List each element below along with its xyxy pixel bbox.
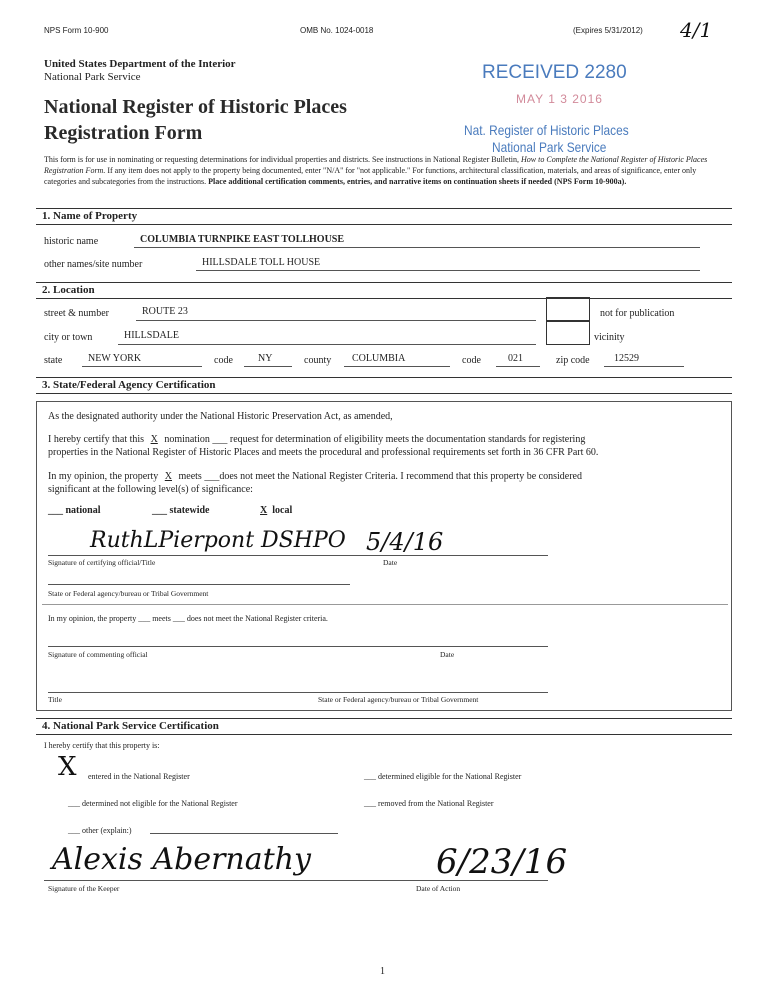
- form-title: [44, 94, 347, 146]
- intro-text-a: This form is for use in nominating or requesting determinations for individual properties and districts. See instructions in National Register Bulletin,: [44, 155, 522, 164]
- opinion-2: In my opinion, the property ___ meets ___ does not meet the National Register criteria.: [48, 614, 328, 623]
- state-line: [82, 366, 202, 367]
- street-label: street & number: [44, 308, 109, 319]
- other-explain-line: [150, 833, 338, 834]
- meets-mark: X: [164, 471, 172, 482]
- street-value: ROUTE 23: [142, 306, 188, 317]
- certify-line-1: [48, 433, 585, 446]
- keeper-signature-label: Signature of the Keeper: [48, 884, 120, 893]
- other-names-value: HILLSDALE TOLL HOUSE: [202, 257, 321, 268]
- certify-line-2: properties in the National Register of Historic Places and meets the procedural and professional requirements set forth in 36 CFR Part 60.: [48, 447, 599, 458]
- section-1-heading: 1. Name of Property: [36, 208, 732, 225]
- zip-value: 12529: [614, 353, 639, 364]
- intro-text-c: If any item does not apply to the property being documented, enter "N/A" for "not applicable." For functions, architectural classification, materials, and areas of significance, enter only categories and subcategories from the instructions.: [44, 166, 697, 186]
- agency-2-label: State or Federal agency/bureau or Tribal Government: [318, 695, 479, 704]
- local-mark: X: [260, 505, 268, 516]
- entered-mark: X: [58, 752, 77, 782]
- intro-text-b: How to Complete the National Register of Historic Places Registration Form.: [44, 155, 708, 175]
- historic-name-value: COLUMBIA TURNPIKE EAST TOLLHOUSE: [140, 234, 345, 245]
- state-value: NEW YORK: [88, 353, 142, 364]
- title-label: Title: [48, 695, 62, 704]
- historic-name-label: historic name: [44, 236, 99, 247]
- not-for-publication-checkbox[interactable]: [546, 297, 590, 321]
- certify-text-a: I hereby certify that this: [48, 434, 147, 445]
- corner-note: 4/1: [680, 18, 713, 42]
- opinion-text-a: In my opinion, the property: [48, 471, 161, 482]
- level-statewide: ___ statewide: [152, 505, 210, 516]
- agency-line: [48, 584, 350, 585]
- keeper-signature-line: [44, 880, 548, 881]
- determined-not-eligible: ___ determined not eligible for the National Register: [68, 799, 238, 808]
- authority-statement: As the designated authority under the National Historic Preservation Act, as amended,: [48, 411, 393, 422]
- department-name: United States Department of the Interior: [44, 58, 236, 70]
- section-2-heading: 2. Location: [36, 282, 732, 299]
- certifying-signature-line: [48, 555, 548, 556]
- certify-text-b: nomination ___ request for determination of eligibility meets the documentation standards for registering: [161, 434, 586, 445]
- local-label: local: [272, 505, 293, 516]
- title-line-1: National Register of Historic Places: [44, 96, 347, 118]
- other-names-line: [196, 270, 700, 271]
- not-for-publication-label: not for publication: [600, 308, 675, 319]
- entered-in-register: entered in the National Register: [88, 772, 190, 781]
- date-of-action-label: Date of Action: [416, 884, 461, 893]
- opinion-line-1: [48, 470, 582, 483]
- agency-label: State or Federal agency/bureau or Tribal Government: [48, 589, 209, 598]
- state-code-label: code: [214, 355, 233, 366]
- register-stamp: Nat. Register of Historic Places: [464, 122, 629, 138]
- nomination-mark: X: [150, 434, 158, 445]
- commenting-official-label: Signature of commenting official: [48, 650, 148, 659]
- intro-text-d: Place additional certification comments, entries, and narrative items on continuation sheets if needed (NPS Form 10-900a).: [208, 177, 627, 186]
- keeper-signature: Alexis Abernathy: [52, 842, 311, 877]
- received-date-stamp: MAY 1 3 2016: [516, 92, 603, 106]
- level-local: [255, 504, 292, 517]
- agency-block: [44, 58, 236, 84]
- keeper-date: 6/23/16: [436, 842, 568, 882]
- removed-from-register: ___ removed from the National Register: [364, 799, 494, 808]
- zip-label: zip code: [556, 355, 590, 366]
- zip-line: [604, 366, 684, 367]
- county-line: [344, 366, 450, 367]
- historic-name-line: [134, 247, 700, 248]
- certifying-signature: RuthLPierpont DSHPO: [90, 528, 346, 553]
- opinion-line-2: significant at the following level(s) of significance:: [48, 484, 253, 495]
- other-explain: ___ other (explain:): [68, 826, 132, 835]
- street-line: [136, 320, 536, 321]
- state-label: state: [44, 355, 63, 366]
- opinion-text-b: meets ___does not meet the National Register Criteria. I recommend that this property be considered: [176, 471, 582, 482]
- service-name: National Park Service: [44, 71, 141, 83]
- certifying-signature-date: 5/4/16: [366, 528, 444, 556]
- page-number: 1: [380, 966, 385, 977]
- certifying-official-label: Signature of certifying official/Title: [48, 558, 156, 567]
- state-code-value: NY: [258, 353, 273, 364]
- level-national: ___ national: [48, 505, 101, 516]
- county-code-label: code: [462, 355, 481, 366]
- vicinity-checkbox[interactable]: [546, 321, 590, 345]
- commenting-date-label: Date: [440, 650, 455, 659]
- county-code-value: 021: [508, 353, 523, 364]
- county-code-line: [496, 366, 540, 367]
- state-code-line: [244, 366, 292, 367]
- section-4-heading: 4. National Park Service Certification: [36, 718, 732, 735]
- nps-certify: I hereby certify that this property is:: [44, 741, 160, 750]
- city-line: [118, 344, 536, 345]
- certification-divider: [42, 604, 728, 605]
- commenting-signature-line: [48, 646, 548, 647]
- county-label: county: [304, 355, 332, 366]
- form-number: NPS Form 10-900: [44, 26, 109, 35]
- omb-number: OMB No. 1024-0018: [300, 26, 374, 35]
- title-line-2: Registration Form: [44, 122, 203, 144]
- certifying-date-label: Date: [383, 558, 398, 567]
- determined-eligible: ___ determined eligible for the National Register: [364, 772, 522, 781]
- title-line: [48, 692, 548, 693]
- vicinity-label: vicinity: [594, 332, 625, 343]
- city-label: city or town: [44, 332, 93, 343]
- other-names-label: other names/site number: [44, 259, 143, 270]
- expiration-date: (Expires 5/31/2012): [573, 26, 643, 35]
- instructions-paragraph: [44, 154, 727, 187]
- park-service-stamp: National Park Service: [492, 139, 607, 155]
- county-value: COLUMBIA: [352, 353, 406, 364]
- received-stamp: RECEIVED 2280: [482, 62, 627, 83]
- city-value: HILLSDALE: [124, 330, 179, 341]
- section-3-heading: 3. State/Federal Agency Certification: [36, 377, 732, 394]
